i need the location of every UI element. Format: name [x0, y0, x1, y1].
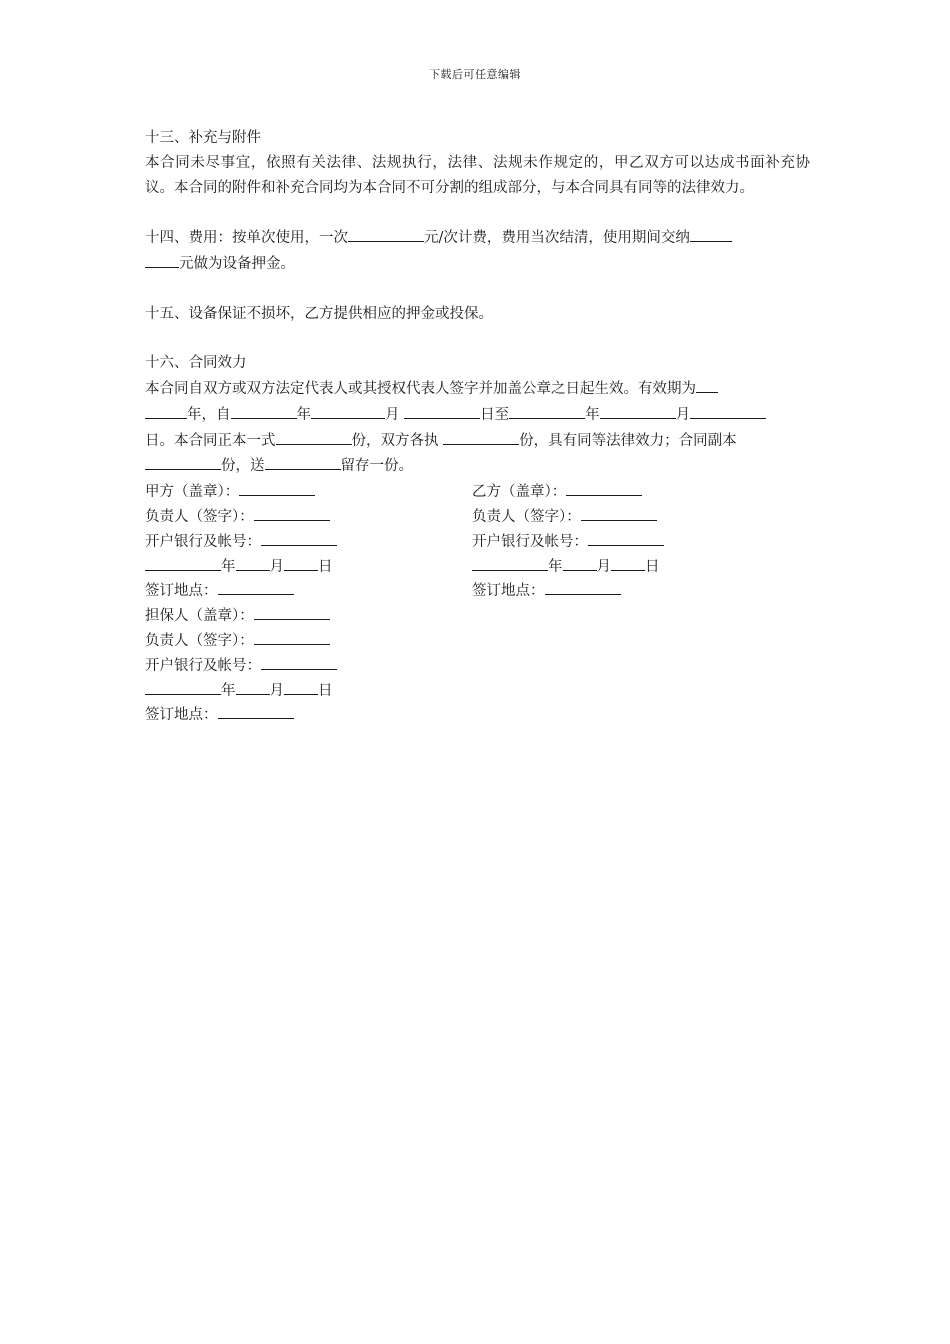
bank-a-field — [261, 529, 337, 546]
party-a-seal-field — [239, 479, 315, 496]
sig-row-guarantor — [145, 603, 810, 628]
sig-row-person — [145, 504, 810, 529]
fee-blank — [348, 225, 424, 242]
section-14: 十四、费用：按单次使用，一次 元/次计费，费用当次结清，使用期间交纳 元做为设备押金。 — [145, 225, 810, 277]
duplicate-copies-blank — [145, 453, 221, 470]
start-month-blank — [311, 402, 385, 419]
sig-row-place — [145, 578, 810, 603]
guarantor-person-label: 负责人（签字）： — [145, 632, 254, 649]
place-a-field — [218, 578, 294, 595]
date-g-month-field — [236, 678, 270, 695]
deposit-blank-1 — [690, 225, 732, 242]
bank-b-field — [588, 529, 664, 546]
person-a-label: 负责人（签字）： — [145, 508, 254, 525]
bank-a-label: 开户银行及帐号： — [145, 533, 261, 550]
spacer — [145, 277, 810, 302]
date-g-day-field — [284, 678, 318, 695]
each-party-copies-blank — [443, 428, 519, 445]
section-16-body: 本合同自双方或双方法定代表人或其授权代表人签字并加盖公章之日起生效。有效期为 年，自 年 月 日至 年 月 日。本合同正本一式 份，双方各执 份，具有同等法律效力；合同副本 份，送 留存一份。 — [145, 376, 810, 479]
section-13-title: 十三、补充与附件 — [145, 130, 261, 146]
end-month-blank — [600, 402, 676, 419]
guarantor-place-label: 签订地点： — [145, 707, 218, 724]
person-a-sign-field — [254, 504, 330, 521]
start-year-blank — [231, 402, 297, 419]
guarantor-place-field — [218, 702, 294, 719]
guarantor-label: 担保人（盖章）： — [145, 608, 254, 625]
date-b-day-field — [611, 554, 645, 571]
start-day-blank — [404, 402, 480, 419]
filed-with-blank — [265, 453, 341, 470]
end-day-blank — [690, 402, 766, 419]
section-15: 十五、设备保证不损坏，乙方提供相应的押金或投保。 — [145, 305, 493, 322]
contract-body — [145, 126, 810, 727]
party-b-seal-field — [566, 479, 642, 496]
guarantor-person-field — [254, 628, 330, 645]
sig-row-bank — [145, 529, 810, 554]
term-blank-b — [145, 402, 187, 419]
sig-row-party — [145, 479, 810, 504]
deposit-blank-2 — [145, 251, 179, 268]
sig-row-date: 年 月 日 年 月 日 — [145, 554, 810, 579]
party-b-label: 乙方（盖章）： — [472, 484, 567, 501]
place-b-label: 签订地点： — [472, 583, 545, 600]
spacer — [145, 326, 810, 351]
date-a-day-field — [284, 554, 318, 571]
date-a-month-field — [236, 554, 270, 571]
section-13-body: 本合同未尽事宜，依照有关法律、法规执行，法律、法规未作规定的，甲乙双方可以达成书面补充协议。本合同的附件和补充合同均为本合同不可分割的组成部分，与本合同具有同等的法律效力。 — [145, 154, 810, 196]
signature-block — [145, 479, 810, 727]
page-header: 下载后可任意编辑 — [429, 68, 521, 81]
person-b-sign-field — [581, 504, 657, 521]
person-b-label: 负责人（签字）： — [472, 508, 581, 525]
place-a-label: 签订地点： — [145, 583, 218, 600]
sig-row-guarantor-date: 年 月 日 — [145, 678, 810, 703]
section-16-title: 十六、合同效力 — [145, 355, 247, 372]
sig-row-guarantor-place — [145, 702, 810, 727]
party-a-label: 甲方（盖章）： — [145, 484, 240, 501]
place-b-field — [545, 578, 621, 595]
guarantor-bank-field — [261, 653, 337, 670]
date-b-year-field — [472, 554, 548, 571]
end-year-blank — [509, 402, 585, 419]
sig-row-guarantor-person — [145, 628, 810, 653]
term-blank-a — [696, 376, 718, 393]
sig-row-guarantor-bank — [145, 653, 810, 678]
date-b-month-field — [563, 554, 597, 571]
date-g-year-field — [145, 678, 221, 695]
original-copies-blank — [276, 428, 352, 445]
date-a-year-field — [145, 554, 221, 571]
guarantor-seal-field — [254, 603, 330, 620]
guarantor-bank-label: 开户银行及帐号： — [145, 657, 261, 674]
spacer — [145, 200, 810, 225]
bank-b-label: 开户银行及帐号： — [472, 533, 588, 550]
